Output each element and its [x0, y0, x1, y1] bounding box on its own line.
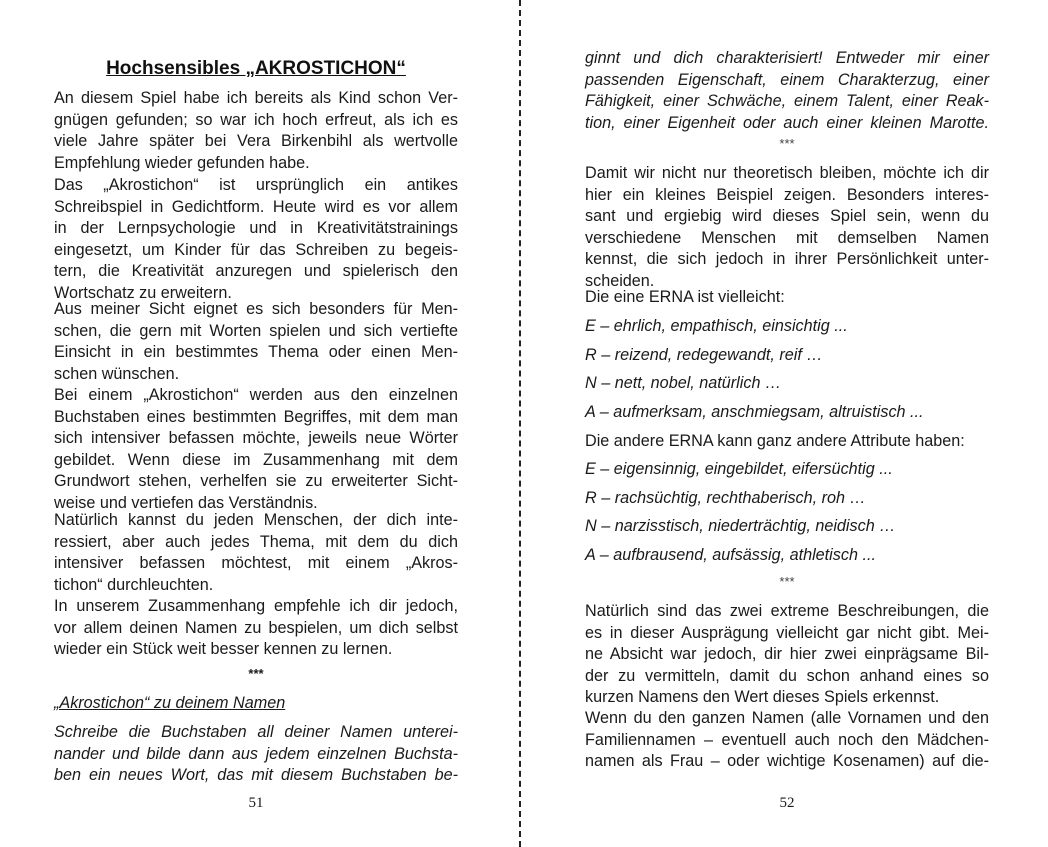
instruction-paragraph	[54, 722, 458, 787]
text-line: es in dieser Ausprägung vielleicht gar nicht gibt. Mei-	[585, 623, 989, 642]
text-line: passenden Eigenschaft, einem Charakterzug, einer	[585, 70, 989, 89]
text-line: ressiert, aber auch jedes Thema, mit dem du dich	[54, 532, 458, 551]
text-line: viele Jahre später bei Vera Birkenbihl als wertvolle	[54, 132, 458, 151]
closing-paragraph-2	[585, 708, 989, 773]
text-line: tion, einer Eigenheit oder auch einer kleinen Marotte.	[585, 113, 989, 132]
text-line: weise und vertiefen das Verständnis.	[54, 493, 318, 512]
text-line: Buchstaben eines bestimmten Begriffes, mit dem man	[54, 407, 458, 426]
paragraph-6	[54, 596, 458, 661]
paragraph-5	[54, 510, 458, 596]
text-line: Aus meiner Sicht eignet es sich besonders für Men-	[54, 300, 458, 318]
text-line: scheiden.	[585, 271, 655, 290]
text-line: vor allem deinen Namen zu bespielen, um dich selbst	[54, 618, 458, 637]
text-line: schen, die gern mit Worten spielen und sich vertiefte	[54, 321, 458, 340]
text-line: ben ein neues Wort, das mit diesem Buchstaben be-	[54, 766, 458, 785]
text-line: An diesem Spiel habe ich bereits als Kind schon Ver-	[54, 89, 458, 107]
text-line: sant und ergiebig wird dieses Spiel sein, wenn du	[585, 207, 989, 226]
text-line: Wortschatz zu erweitern.	[54, 283, 232, 302]
page-number: 52	[779, 795, 795, 811]
erna-2-item-n: N – narzisstisch, niederträchtig, neidisch …	[585, 517, 896, 535]
chapter-title: Hochsensibles „AKROSTICHON“	[106, 58, 406, 79]
text-line: eingesetzt, um Kinder für das Schreiben zu begeis-	[54, 240, 458, 259]
text-line: namen als Frau – oder wichtige Kosenamen) auf die-	[585, 752, 989, 771]
section-separator: ***	[779, 136, 795, 151]
text-line: kennst, die sich jedoch in ihrer Persönlichkeit unter-	[585, 250, 989, 269]
text-line: Empfehlung wieder gefunden habe.	[54, 153, 310, 172]
paragraph-1	[54, 88, 458, 174]
paragraph-2	[54, 175, 458, 305]
text-line: verschiedene Menschen mit demselben Namen	[585, 228, 989, 247]
text-line: gnügen gefunden; so war ich hoch erfreut, als ich es	[54, 110, 458, 129]
text-line: gebildet. Wenn diese im Zusammenhang mit dem	[54, 450, 458, 469]
text-line: Familiennamen – eventuell auch noch den Mädchen-	[585, 730, 989, 749]
text-line: Schreibspiel in Gedichtform. Heute wird es vor allem	[54, 197, 458, 216]
text-line: In unserem Zusammenhang empfehle ich dir jedoch,	[54, 597, 458, 615]
closing-paragraph-1	[585, 601, 989, 709]
text-line: Schreibe die Buchstaben all deiner Namen unterei-	[54, 723, 458, 741]
text-line: Wenn du den ganzen Namen (alle Vornamen und den	[585, 709, 989, 727]
erna-1-item-a: A – aufmerksam, anschmiegsam, altruistisch ...	[585, 403, 924, 421]
paragraph-4	[54, 385, 458, 515]
erna-2-item-e: E – eigensinnig, eingebildet, eifersüchtig ...	[585, 460, 893, 478]
text-line: Grundwort stehen, verhelfen sie zu erweiterter Sicht-	[54, 472, 458, 491]
left-page	[54, 0, 458, 847]
text-line: ne Absicht war jedoch, dir hier zwei einprägsame Bil-	[585, 645, 989, 664]
text-line: Natürlich sind das zwei extreme Beschreibungen, die	[585, 602, 989, 620]
erna-1-item-n: N – nett, nobel, natürlich …	[585, 374, 782, 392]
text-line: ginnt und dich charakterisiert! Entweder mir einer	[585, 49, 989, 67]
section-separator: ***	[248, 666, 264, 681]
erna-1-item-r: R – reizend, redegewandt, reif …	[585, 346, 823, 364]
text-line: tichon“ durchleuchten.	[54, 575, 214, 594]
erna-1-label: Die eine ERNA ist vielleicht:	[585, 288, 785, 306]
erna-2-item-r: R – rachsüchtig, rechthaberisch, roh …	[585, 489, 866, 507]
text-line: kurzen Namens den Wert dieses Spiels erkennst.	[585, 688, 940, 707]
text-line: sich intensiver befassen möchte, jeweils neue Wörter	[54, 429, 458, 448]
erna-2-label: Die andere ERNA kann ganz andere Attribute haben:	[585, 432, 965, 450]
text-line: der zu vermitteln, damit du schon anhand eines so	[585, 666, 989, 685]
continued-instruction-paragraph	[585, 48, 989, 134]
text-line: hier ein kleines Beispiel zeigen. Besonders interes-	[585, 185, 989, 204]
text-line: intensiver befassen möchtest, mit einem „Akros-	[54, 554, 458, 573]
section-separator: ***	[779, 574, 795, 589]
text-line: tern, die Kreativität anzuregen und spielerisch den	[54, 262, 458, 281]
text-line: wieder ein Stück weit besser kennen zu lernen.	[54, 640, 393, 659]
text-line: schen wünschen.	[54, 364, 180, 383]
text-line: Einsicht in ein bestimmtes Thema oder einen Men-	[54, 343, 458, 362]
section-subheading: „Akrostichon“ zu deinem Namen	[54, 694, 286, 712]
page-divider	[519, 0, 521, 847]
text-line: Fähigkeit, einer Schwäche, einem Talent, einer Reak-	[585, 92, 989, 111]
text-line: Bei einem „Akrostichon“ werden aus den einzelnen	[54, 386, 458, 404]
text-line: Natürlich kannst du jeden Menschen, der dich inte-	[54, 511, 458, 529]
right-page	[585, 0, 989, 847]
paragraph-3	[54, 299, 458, 385]
text-line: Das „Akrostichon“ ist ursprünglich ein antikes	[54, 176, 458, 194]
text-line: nander und bilde dann aus jedem einzelnen Buchsta-	[54, 744, 458, 763]
erna-2-item-a: A – aufbrausend, aufsässig, athletisch ...	[585, 546, 876, 564]
page-number: 51	[248, 795, 264, 811]
intro-paragraph	[585, 163, 989, 293]
erna-1-item-e: E – ehrlich, empathisch, einsichtig ...	[585, 317, 848, 335]
text-line: in der Lernpsychologie und in Kreativitätstrainings	[54, 219, 458, 238]
text-line: Damit wir nicht nur theoretisch bleiben, möchte ich dir	[585, 164, 989, 182]
